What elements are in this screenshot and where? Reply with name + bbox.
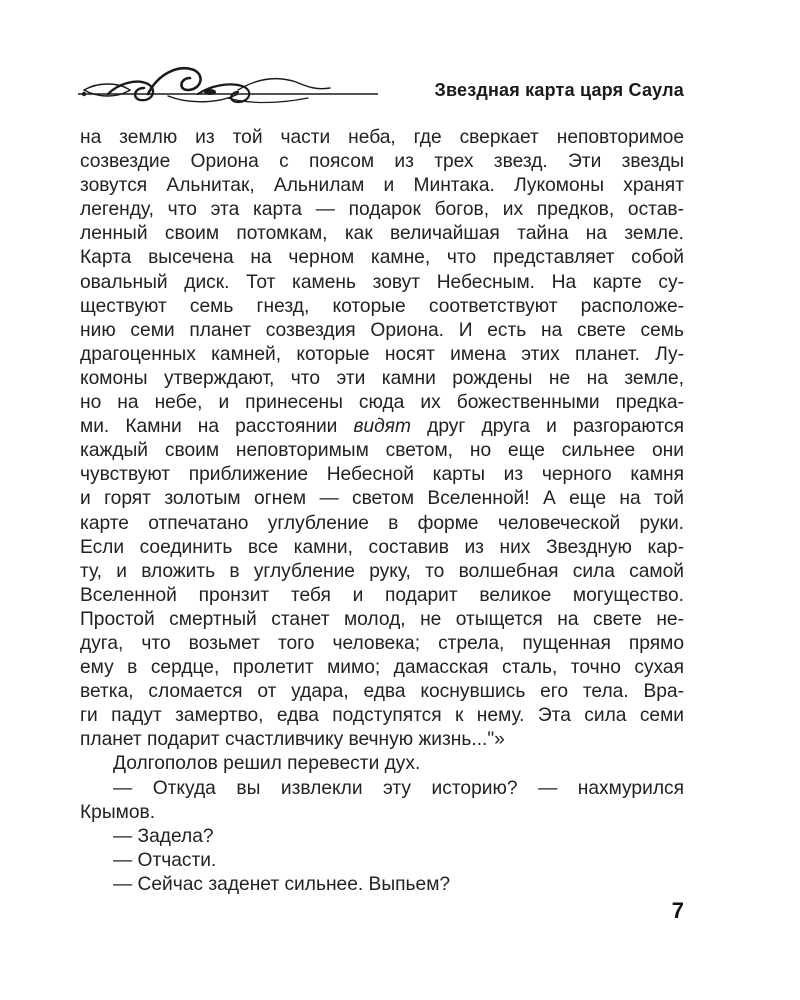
text-line-with-italic: [80, 415, 684, 439]
dialogue-line: — Задела?: [113, 825, 214, 847]
text-line: Если соединить все камни, составив из них Звездную кар-: [80, 536, 684, 558]
text-line: планет подарит счастливчику вечную жизнь..."»: [80, 729, 505, 751]
dialogue-line: — Отчасти.: [113, 849, 217, 871]
text-line: Крымов.: [80, 801, 156, 823]
text-line: на землю из той части неба, где сверкает неповторимое: [80, 127, 684, 148]
text-line: ленный своим потомкам, как величайшая тайна на земле.: [80, 223, 684, 245]
text-line: овальный диск. Тот камень зовут Небесным. На карте су-: [80, 271, 684, 293]
running-title: Звездная карта царя Саула: [434, 80, 684, 100]
text-segment: ми. Камни на расстоянии: [80, 416, 338, 438]
body-text: [80, 126, 684, 897]
text-line: Долгополов решил перевести дух.: [113, 753, 421, 775]
text-segment: друг друга и разгораются: [427, 416, 684, 438]
text-line: карте отпечатано углубление в форме человеческой руки.: [80, 512, 684, 534]
text-line: дуга, что возьмет того человека; стрела, пущенная прямо: [80, 632, 684, 654]
dialogue-line: — Сейчас заденет сильнее. Выпьем?: [113, 873, 451, 895]
text-line: зовутся Альнитак, Альнилам и Минтака. Лукомоны хранят: [80, 175, 684, 197]
text-line: комоны утверждают, что эти камни рождены не на земле,: [80, 367, 684, 389]
text-line: каждый своим неповторимым светом, но еще сильнее они: [80, 440, 684, 462]
text-line: и горят золотым огнем — светом Вселенной! А еще на той: [80, 488, 684, 510]
page-header: [78, 60, 684, 108]
italic-word: видят: [353, 416, 412, 438]
dialogue-line: — Откуда вы извлекли эту историю? — нахмурился: [113, 777, 684, 799]
text-line: ту, и вложить в углубление руку, то волшебная сила самой: [80, 560, 684, 582]
text-line: легенду, что эта карта — подарок богов, их предков, остав-: [80, 199, 684, 221]
text-line: Простой смертный станет молод, не отыщется на свете не-: [80, 608, 684, 630]
text-line: нию семи планет созвездия Ориона. И есть на свете семь: [80, 319, 684, 341]
text-line: ветка, сломается от удара, едва коснувшись его тела. Вра-: [80, 681, 684, 703]
text-line: Карта высечена на черном камне, что представляет собой: [80, 247, 684, 269]
text-line: Вселенной пронзит тебя и подарит великое могущество.: [80, 584, 684, 606]
page-number: 7: [671, 898, 684, 923]
text-line: чувствуют приближение Небесной карты из черного камня: [80, 464, 684, 486]
text-line: но на небе, и принесены сюда их божественными предка-: [80, 392, 684, 414]
flourish-ornament-icon: [78, 60, 378, 108]
text-line: ществуют семь гнезд, которые соответствуют расположе-: [80, 295, 684, 317]
text-line: ему в сердце, пролетит мимо; дамасская сталь, точно сухая: [80, 657, 684, 679]
text-line: ги падут замертво, едва подступятся к нему. Эта сила семи: [80, 705, 684, 727]
text-line: созвездие Ориона с поясом из трех звезд. Эти звезды: [80, 151, 684, 173]
text-line: драгоценных камней, которые носят имена этих планет. Лу-: [80, 343, 684, 365]
